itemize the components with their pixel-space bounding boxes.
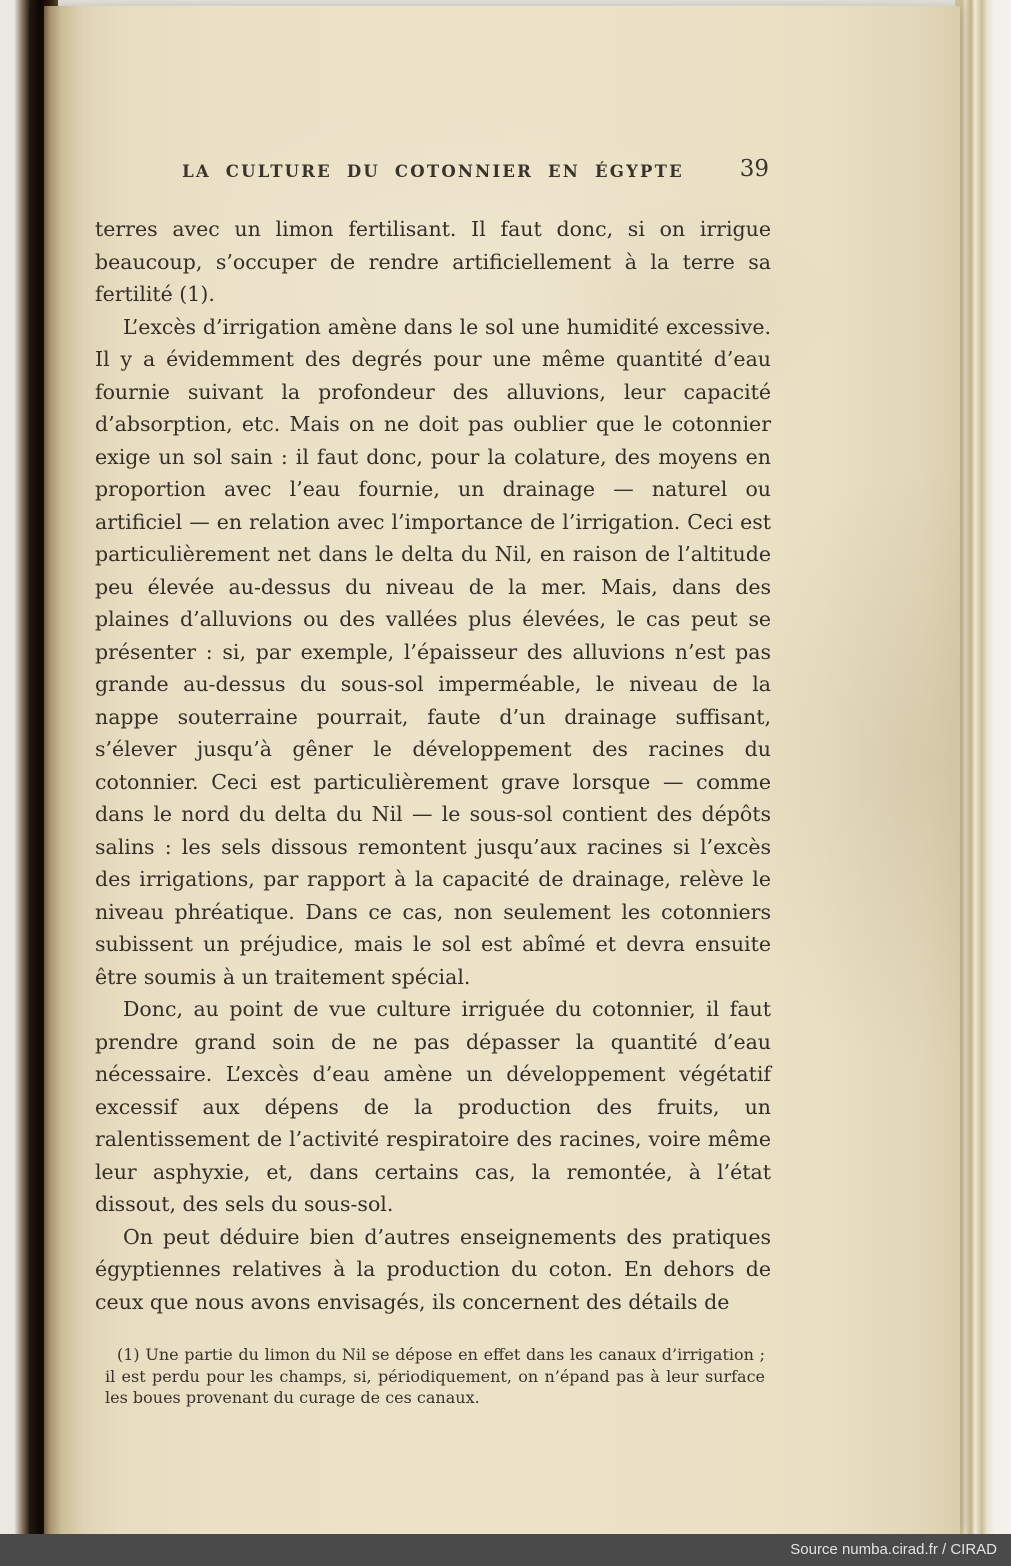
body-text [95, 213, 771, 1318]
running-header [95, 156, 771, 182]
page-number: 39 [739, 156, 769, 182]
body-paragraph: terres avec un limon fertilisant. Il faut donc, si on irrigue beaucoup, s’occuper de rendre artificiellement à la terre sa fertilité (1). [95, 217, 771, 306]
book-page [44, 6, 960, 1534]
footnote: (1) Une partie du limon du Nil se dépose en effet dans les canaux d’irrigation ; il est perdu pour les champs, si, périodiquement, on n’épand pas à leur surface les boues provenant du curage de ces canaux. [105, 1345, 765, 1407]
body-paragraph: L’excès d’irrigation amène dans le sol une humidité excessive. Il y a évidemment des degrés pour une même quantité d’eau fournie suivant la profondeur des alluvions, leur capacité d’absorption, etc. Mais on ne doit pas oublier que le cotonnier exige un sol sain : il faut donc, pour la colature, des moyens en proportion avec l’eau fournie, un drainage — naturel ou artificiel — en relation avec l’importance de l’irrigation. Ceci est particulièrement net dans le delta du Nil, en raison de l’altitude peu élevée au-dessus du niveau de la mer. Mais, dans des plaines d’alluvions ou des vallées plus élevées, le cas peut se présenter : si, par exemple, l’épaisseur des alluvions n’est pas grande au-dessus du sous-sol imperméable, le niveau de la nappe souterraine pourrait, faute d’un drainage suffisant, s’élever jusqu’à gêner le développement des racines du cotonnier. Ceci est particulièrement grave lorsque — comme dans le nord du delta du Nil — le sous-sol contient des dépôts salins : les sels dissous remontent jusqu’aux racines si l’excès des irrigations, par rapport à la capacité de drainage, relève le niveau phréatique. Dans ce cas, non seulement les cotonniers subissent un préjudice, mais le sol est abîmé et devra ensuite être soumis à un traitement spécial. [95, 314, 771, 989]
body-paragraph: On peut déduire bien d’autres enseignements des pratiques égyptiennes relatives à la production du coton. En dehors de ceux que nous avons envisagés, ils concernent des détails de [95, 1224, 771, 1314]
source-attribution-bar [0, 1534, 1011, 1566]
source-text: Source numba.cirad.fr / CIRAD [790, 1541, 997, 1558]
body-paragraph: Donc, au point de vue culture irriguée du cotonnier, il faut prendre grand soin de ne pas dépasser la quantité d’eau nécessaire. L’excès d’eau amène un développement végétatif excessif aux dépens de la production des fruits, un ralentissement de l’activité respiratoire des racines, voire même leur asphyxie, et, dans certains cas, la remontée, à l’état dissout, des sels du sous-sol. [95, 997, 771, 1216]
page-content [95, 6, 771, 1409]
page-stack-edges [955, 0, 1011, 1534]
header-title: LA CULTURE DU COTONNIER EN ÉGYPTE [182, 162, 684, 181]
